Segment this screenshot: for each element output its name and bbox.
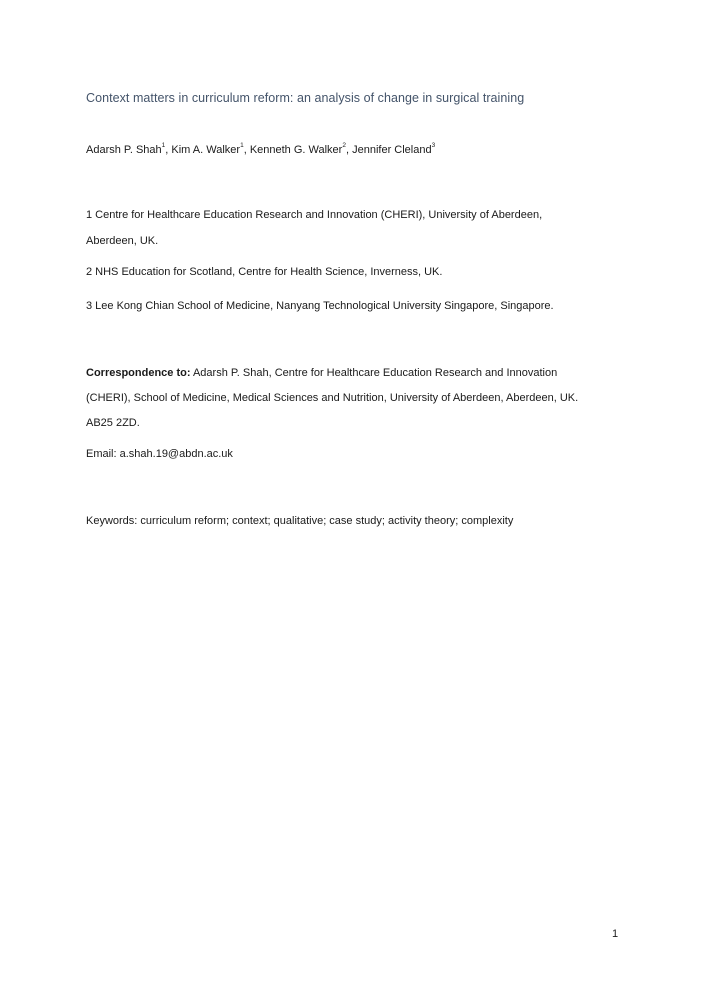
affiliation-1-continued: Aberdeen, UK.: [86, 235, 159, 247]
correspondence-text: Adarsh P. Shah, Centre for Healthcare Education Research and Innovation: [190, 367, 558, 379]
affiliation-1: 1 Centre for Healthcare Education Research and Innovation (CHERI), University of Aberdeen,: [86, 209, 543, 221]
correspondence-label: Correspondence to:: [86, 367, 191, 379]
author-affiliation-marker: 2: [342, 142, 346, 150]
author-name: Kim A. Walker: [171, 144, 241, 156]
author-separator: ,: [345, 144, 353, 156]
author-name: Jennifer Cleland: [352, 144, 432, 156]
author-affiliation-marker: 1: [240, 142, 244, 150]
affiliation-3: 3 Lee Kong Chian School of Medicine, Nanyang Technological University Singapore, Singapore.: [86, 300, 554, 312]
correspondence-line-3: AB25 2ZD.: [86, 417, 140, 429]
affiliation-2: 2 NHS Education for Scotland, Centre for Health Science, Inverness, UK.: [86, 266, 443, 278]
author-separator: ,: [243, 144, 250, 156]
keywords: Keywords: curriculum reform; context; qualitative; case study; activity theory; complexity: [86, 515, 514, 527]
paper-title: Context matters in curriculum reform: an analysis of change in surgical training: [86, 91, 525, 105]
correspondence-line-1: [86, 365, 647, 381]
author-separator: ,: [165, 144, 172, 156]
author-affiliation-marker: 3: [431, 142, 436, 150]
author-name: Adarsh P. Shah: [86, 144, 162, 156]
author-affiliation-marker: 1: [161, 142, 166, 150]
page-number: 1: [612, 928, 619, 940]
author-list: [86, 142, 647, 158]
author-name: Kenneth G. Walker: [249, 144, 343, 156]
correspondence-line-2: (CHERI), School of Medicine, Medical Sciences and Nutrition, University of Aberdeen, Aberdeen, UK.: [86, 392, 579, 404]
correspondence-email: Email: a.shah.19@abdn.ac.uk: [86, 448, 233, 460]
